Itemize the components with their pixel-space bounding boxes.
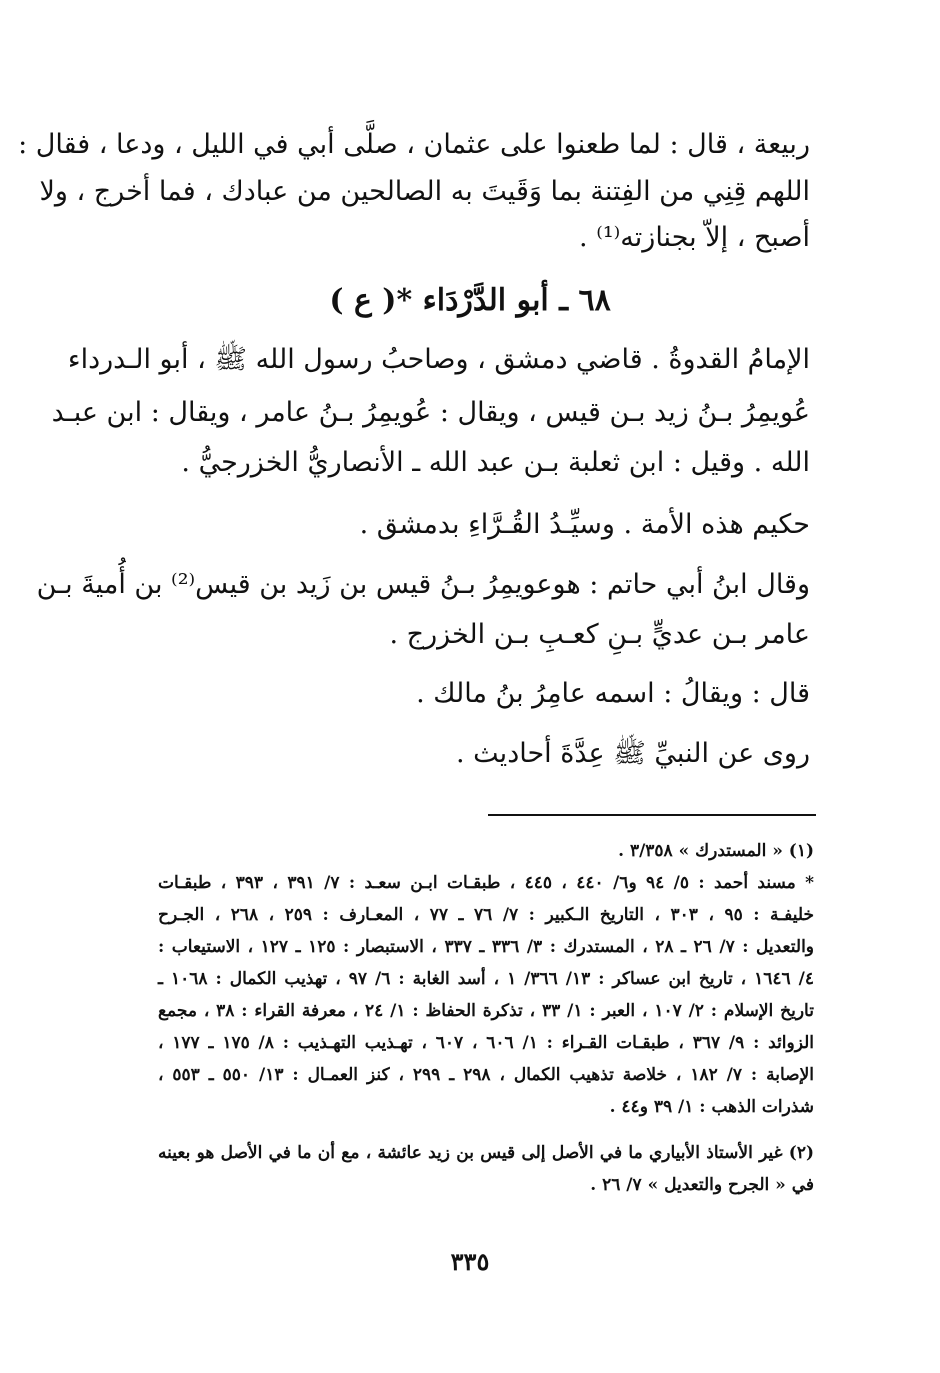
footnote-star-line: والتعديل : ٧/ ٢٦ ـ ٢٨ ، المستدرك : ٣/ ٣٣٦ ـ ٣٣٧ ، الاستبصار : ١٢٥ ـ ١٢٧ ، الاستيعاب : (158, 937, 815, 957)
body-paragraph: قال : ويقالُ : اسمه عامِرُ بنُ مالك . (416, 678, 810, 709)
entry-heading: ٦٨ ـ أبو الدَّرْدَاء *( ع ) (329, 283, 611, 318)
footnote-star-line: خليفـة : ٩٥ ، ٣٠٣ ، التاريخ الـكبير : ٧/ ٧٦ ـ ٧٧ ، المعـارف : ٢٥٩ ، ٢٦٨ ، الجـرح (158, 905, 814, 925)
footnote-separator (488, 814, 816, 816)
body-line: عامر بـن عديٍّ بـنِ كعـبِ بـن الخزرج . (389, 619, 810, 650)
footnote-star-line: شذرات الذهب : ١/ ٣٩ و٤٤ . (609, 1097, 814, 1117)
footnote-2: (٢) غير الأستاذ الأبياري ما في الأصل إلى قيس بن زيد عائشة ، مع أن ما في الأصل هو بعينه (158, 1143, 814, 1163)
footnote-star-line: تاريخ الإسلام : ٢/ ١٠٧ ، العبر : ١/ ٣٣ ، تذكرة الحفاظ : ١/ ٢٤ ، معرفة القراء : ٣٨ ، مجمع (158, 1001, 814, 1021)
body-line: الله . وقيل : ابن ثعلبة بـن عبد الله ـ الأنصاريُّ الخزرجيُّ . (181, 447, 810, 478)
footnote-1: (١) « المستدرك » ٣/٣٥٨ . (618, 841, 814, 861)
footnote-2: في « الجرح والتعديل » ٧/ ٢٦ . (590, 1175, 814, 1195)
body-line: عُويمِرُ بـنُ زيد بـن قيس ، ويقال : عُويمِرُ بـنُ عامر ، ويقال : ابن عبـد (51, 397, 810, 428)
body-line: أصبح ، إلاّ بجنازته⁽¹⁾ . (579, 222, 810, 253)
footnote-star-line: الزوائد : ٩/ ٣٦٧ ، طبقـات القـراء : ١/ ٦٠٦ ، ٦٠٧ ، تهـذيب التهـذيب : ٨/ ١٧٥ ـ ١٧٧ ، (158, 1033, 815, 1053)
footnote-star-line: ٤/ ١٦٤٦ ، تاريخ ابن عساكر : ١٣/ ٣٦٦/ ١ ، أسد الغابة : ٦/ ٩٧ ، تهذيب الكمال : ١٠٦٨ ـ (158, 969, 814, 989)
body-paragraph: حكيم هذه الأمة . وسيِّـدُ القُـرَّاءِ بدمشق . (359, 509, 810, 540)
body-line: ربيعة ، قال : لما طعنوا على عثمان ، صلَّى أبي في الليل ، ودعا ، فقال : (18, 129, 810, 160)
body-paragraph: روى عن النبيِّ ﷺ عِدَّةَ أحاديث . (456, 738, 810, 769)
page-number: ٣٣٥ (450, 1247, 490, 1276)
body-line: اللهم قِنِي من الفِتنة بما وَقَيتَ به الصالحين من عبادك ، فما أخرج ، ولا (39, 176, 810, 207)
footnote-star-line: * مسند أحمد : ٥/ ٩٤ و٦/ ٤٤٠ ، ٤٤٥ ، طبقـات ابـن سعـد : ٧/ ٣٩١ ، ٣٩٣ ، طبقـات (158, 873, 815, 893)
body-line: وقال ابنُ أبي حاتم : هوعويمِرُ بـنُ قيس بن زَيد بن قيس⁽²⁾ بن أُميةَ بـن (36, 569, 810, 600)
footnote-star-line: الإصابة : ٧/ ١٨٢ ، خلاصة تذهيب الكمال ، ٢٩٨ ـ ٢٩٩ ، كنز العمـال : ١٣/ ٥٥٠ ـ ٥٥٣ ، (158, 1065, 815, 1085)
body-line: الإمامُ القدوةُ . قاضي دمشق ، وصاحبُ رسول الله ﷺ ، أبو الـدرداء (67, 344, 810, 375)
